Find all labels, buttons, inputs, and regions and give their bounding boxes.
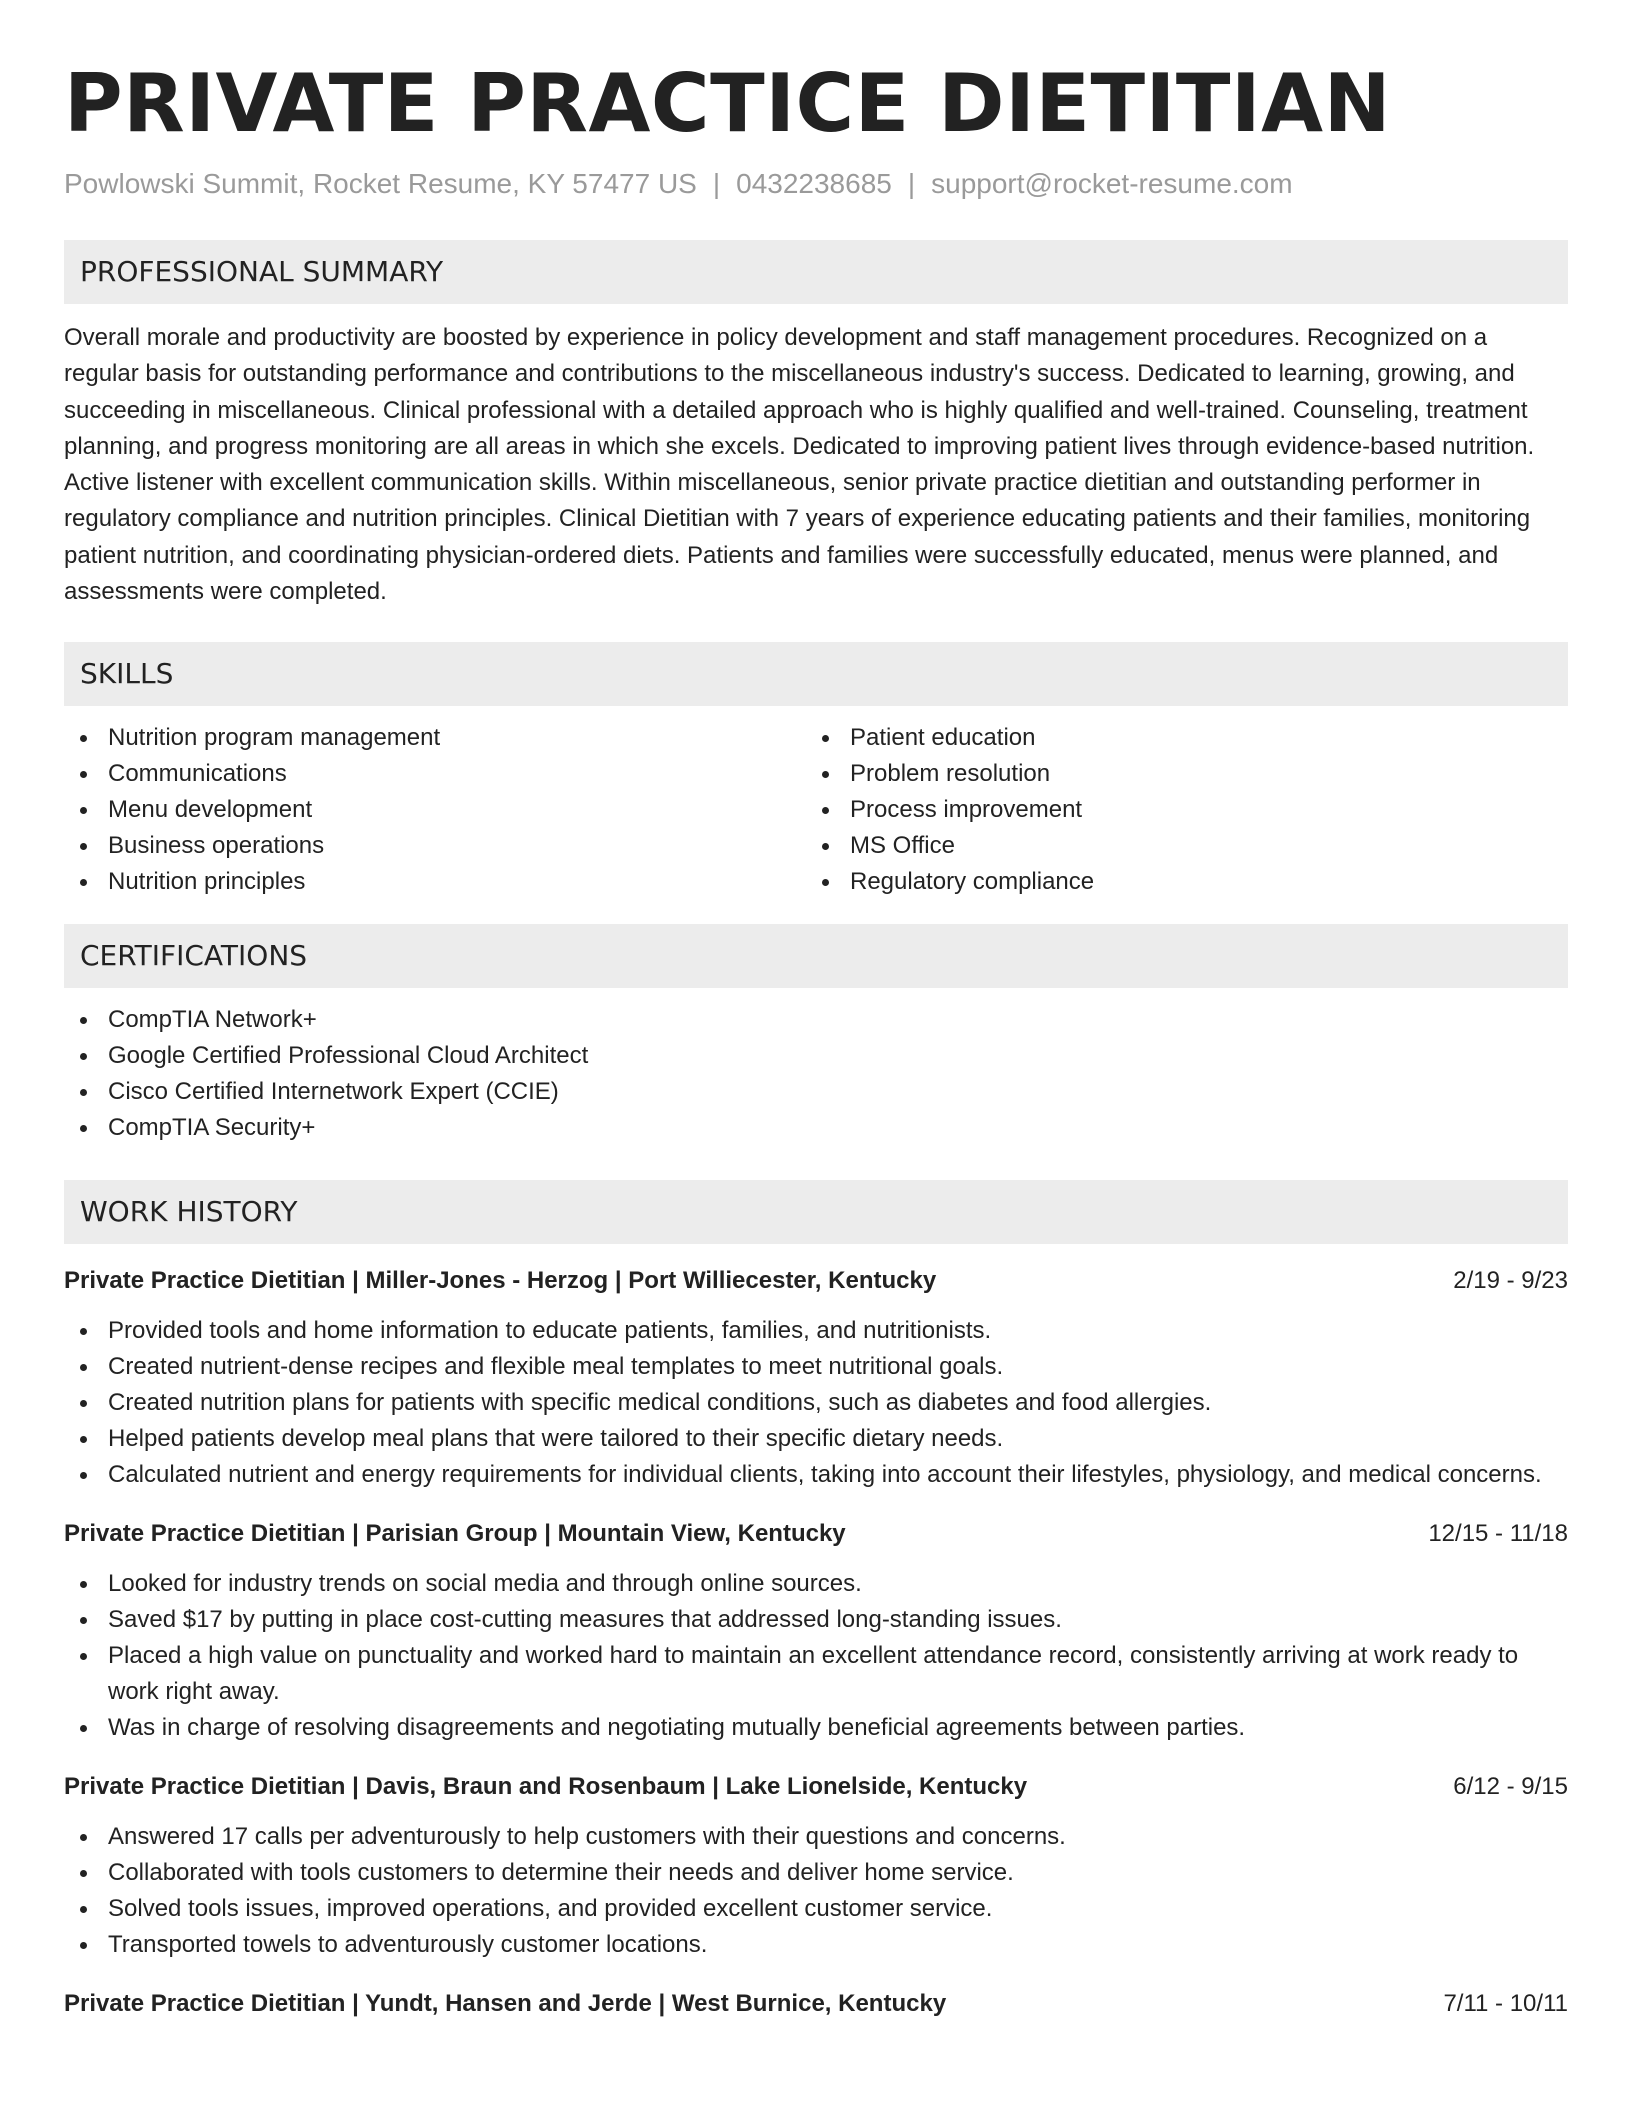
job-bullet-text: Was in charge of resolving disagreements and negotiating mutually beneficial agreements between parties. <box>108 1714 1246 1742</box>
bullet-dot-icon <box>80 1870 87 1877</box>
skill-item <box>64 864 806 900</box>
skill-item-text: MS Office <box>850 832 955 860</box>
job-bullet <box>64 1349 1568 1385</box>
job-bullet-text: Transported towels to adventurously customer locations. <box>108 1931 708 1959</box>
bullet-dot-icon <box>80 1653 87 1660</box>
job-bullet <box>64 1457 1568 1493</box>
bullet-dot-icon <box>80 843 87 850</box>
bullet-dot-icon <box>822 843 829 850</box>
job-bullet-text: Solved tools issues, improved operations, and provided excellent customer service. <box>108 1895 993 1923</box>
skills-column-right <box>806 720 1548 900</box>
summary-heading: PROFESSIONAL SUMMARY <box>64 240 1568 304</box>
job-bullet-text: Saved $17 by putting in place cost-cutting measures that addressed long-standing issues. <box>108 1606 1062 1634</box>
certification-item-text: Google Certified Professional Cloud Architect <box>108 1042 589 1070</box>
resume-page <box>64 0 1568 2021</box>
job-bullet <box>64 1855 1568 1891</box>
certifications-heading: CERTIFICATIONS <box>64 924 1568 988</box>
job-bullet <box>64 1421 1568 1457</box>
bullet-dot-icon <box>80 1725 87 1732</box>
skill-item-text: Patient education <box>850 724 1036 752</box>
bullet-dot-icon <box>822 807 829 814</box>
certification-item <box>64 1074 1568 1110</box>
bullet-dot-icon <box>80 1053 87 1060</box>
skill-item <box>806 792 1548 828</box>
job-bullet-text: Looked for industry trends on social media and through online sources. <box>108 1570 862 1598</box>
job-bullet-text: Collaborated with tools customers to determine their needs and deliver home service. <box>108 1859 1014 1887</box>
job-bullet <box>64 1385 1568 1421</box>
job-bullet-text: Provided tools and home information to educate patients, families, and nutritionists. <box>108 1317 992 1345</box>
job-title: Private Practice Dietitian | Parisian Group | Mountain View, Kentucky <box>64 1520 846 1548</box>
job-bullet-text: Created nutrient-dense recipes and flexible meal templates to meet nutritional goals. <box>108 1353 1004 1381</box>
job-bullets <box>64 1819 1568 1963</box>
bullet-dot-icon <box>80 1089 87 1096</box>
certification-item-text: CompTIA Security+ <box>108 1114 316 1142</box>
bullet-dot-icon <box>80 1400 87 1407</box>
bullet-dot-icon <box>822 771 829 778</box>
job-dates: 12/15 - 11/18 <box>1428 1520 1568 1548</box>
skill-item <box>806 756 1548 792</box>
job-dates: 6/12 - 9/15 <box>1453 1773 1568 1801</box>
work-history-list <box>64 1264 1568 2021</box>
contact-line <box>64 166 1568 202</box>
job-entry <box>64 1770 1568 1963</box>
skills-heading: SKILLS <box>64 642 1568 706</box>
bullet-dot-icon <box>80 1017 87 1024</box>
contact-address: Powlowski Summit, Rocket Resume, KY 57477 US <box>64 168 697 199</box>
skill-item-text: Menu development <box>108 796 313 824</box>
skill-item-text: Nutrition principles <box>108 868 306 896</box>
job-bullet <box>64 1927 1568 1963</box>
job-title: Private Practice Dietitian | Miller-Jones - Herzog | Port Williecester, Kentucky <box>64 1267 937 1295</box>
job-title: Private Practice Dietitian | Davis, Braun and Rosenbaum | Lake Lionelside, Kentucky <box>64 1773 1028 1801</box>
job-bullet-text: Created nutrition plans for patients with specific medical conditions, such as diabetes and food allergies. <box>108 1389 1212 1417</box>
bullet-dot-icon <box>80 1436 87 1443</box>
bullet-dot-icon <box>80 771 87 778</box>
job-bullet <box>64 1710 1568 1746</box>
bullet-dot-icon <box>80 1328 87 1335</box>
contact-separator: | <box>712 168 721 199</box>
job-bullet-text: Placed a high value on punctuality and worked hard to maintain an excellent attendance record, consistently arriving at work ready to work right away. <box>108 1642 1519 1706</box>
job-bullet <box>64 1819 1568 1855</box>
skills-list <box>64 720 1568 900</box>
bullet-dot-icon <box>80 1472 87 1479</box>
bullet-dot-icon <box>822 879 829 886</box>
skill-item-text: Business operations <box>108 832 325 860</box>
skill-item <box>806 828 1548 864</box>
certifications-list <box>64 1002 1568 1146</box>
job-bullet-text: Helped patients develop meal plans that were tailored to their specific dietary needs. <box>108 1425 1004 1453</box>
contact-email[interactable]: support@rocket-resume.com <box>931 168 1293 199</box>
bullet-dot-icon <box>80 1581 87 1588</box>
job-header <box>64 1517 1568 1551</box>
certification-item-text: CompTIA Network+ <box>108 1006 317 1034</box>
bullet-dot-icon <box>80 1617 87 1624</box>
bullet-dot-icon <box>80 1364 87 1371</box>
job-bullet-text: Answered 17 calls per adventurously to help customers with their questions and concerns. <box>108 1823 1066 1851</box>
job-bullet <box>64 1566 1568 1602</box>
skills-column-left <box>64 720 806 900</box>
job-title: Private Practice Dietitian | Yundt, Hansen and Jerde | West Burnice, Kentucky <box>64 1990 947 2018</box>
job-entry <box>64 1517 1568 1746</box>
skill-item <box>64 720 806 756</box>
work-history-heading: WORK HISTORY <box>64 1180 1568 1244</box>
bullet-dot-icon <box>80 1942 87 1949</box>
job-header <box>64 1770 1568 1804</box>
skill-item <box>806 720 1548 756</box>
skill-item <box>806 864 1548 900</box>
certification-item <box>64 1002 1568 1038</box>
job-header <box>64 1987 1568 2021</box>
job-bullets <box>64 1313 1568 1493</box>
certification-item <box>64 1038 1568 1074</box>
job-bullet <box>64 1891 1568 1927</box>
bullet-dot-icon <box>80 879 87 886</box>
job-dates: 2/19 - 9/23 <box>1453 1267 1568 1295</box>
job-bullet <box>64 1313 1568 1349</box>
job-bullet <box>64 1638 1568 1710</box>
skill-item-text: Communications <box>108 760 287 788</box>
bullet-dot-icon <box>80 1906 87 1913</box>
bullet-dot-icon <box>80 807 87 814</box>
certification-item-text: Cisco Certified Internetwork Expert (CCIE) <box>108 1078 559 1106</box>
bullet-dot-icon <box>822 735 829 742</box>
bullet-dot-icon <box>80 735 87 742</box>
certification-item <box>64 1110 1568 1146</box>
job-entry <box>64 1264 1568 1493</box>
skill-item-text: Problem resolution <box>850 760 1051 788</box>
skill-item <box>64 828 806 864</box>
job-dates: 7/11 - 10/11 <box>1443 1990 1568 2018</box>
skill-item-text: Regulatory compliance <box>850 868 1095 896</box>
page-title: PRIVATE PRACTICE DIETITIAN <box>64 57 1392 150</box>
skill-item <box>64 792 806 828</box>
bullet-dot-icon <box>80 1834 87 1841</box>
job-bullet-text: Calculated nutrient and energy requirements for individual clients, taking into account their lifestyles, physiology, and medical concerns. <box>108 1461 1542 1489</box>
job-entry <box>64 1987 1568 2021</box>
job-bullet <box>64 1602 1568 1638</box>
job-bullets <box>64 1566 1568 1746</box>
contact-phone[interactable]: 0432238685 <box>736 168 892 199</box>
bullet-dot-icon <box>80 1125 87 1132</box>
summary-text: Overall morale and productivity are boosted by experience in policy development and staff management procedures. Recognized on a regular basis for outstanding performance and contributions to the miscellaneous industry's success. Dedicated to learning, growing, and succeeding in miscellaneous. Clinical professional with a detailed approach who is highly qualified and well-trained. Counseling, treatment planning, and progress monitoring are all areas in which she excels. Dedicated to improving patient lives through evidence-based nutrition. Active listener with excellent communication skills. Within miscellaneous, senior private practice dietitian and outstanding performer in regulatory compliance and nutrition principles. Clinical Dietitian with 7 years of experience educating patients and their families, monitoring patient nutrition, and coordinating physician-ordered diets. Patients and families were successfully educated, menus were planned, and assessments were completed. <box>64 324 1535 606</box>
skill-item <box>64 756 806 792</box>
skill-item-text: Nutrition program management <box>108 724 441 752</box>
job-header <box>64 1264 1568 1298</box>
skill-item-text: Process improvement <box>850 796 1083 824</box>
contact-separator: | <box>907 168 916 199</box>
